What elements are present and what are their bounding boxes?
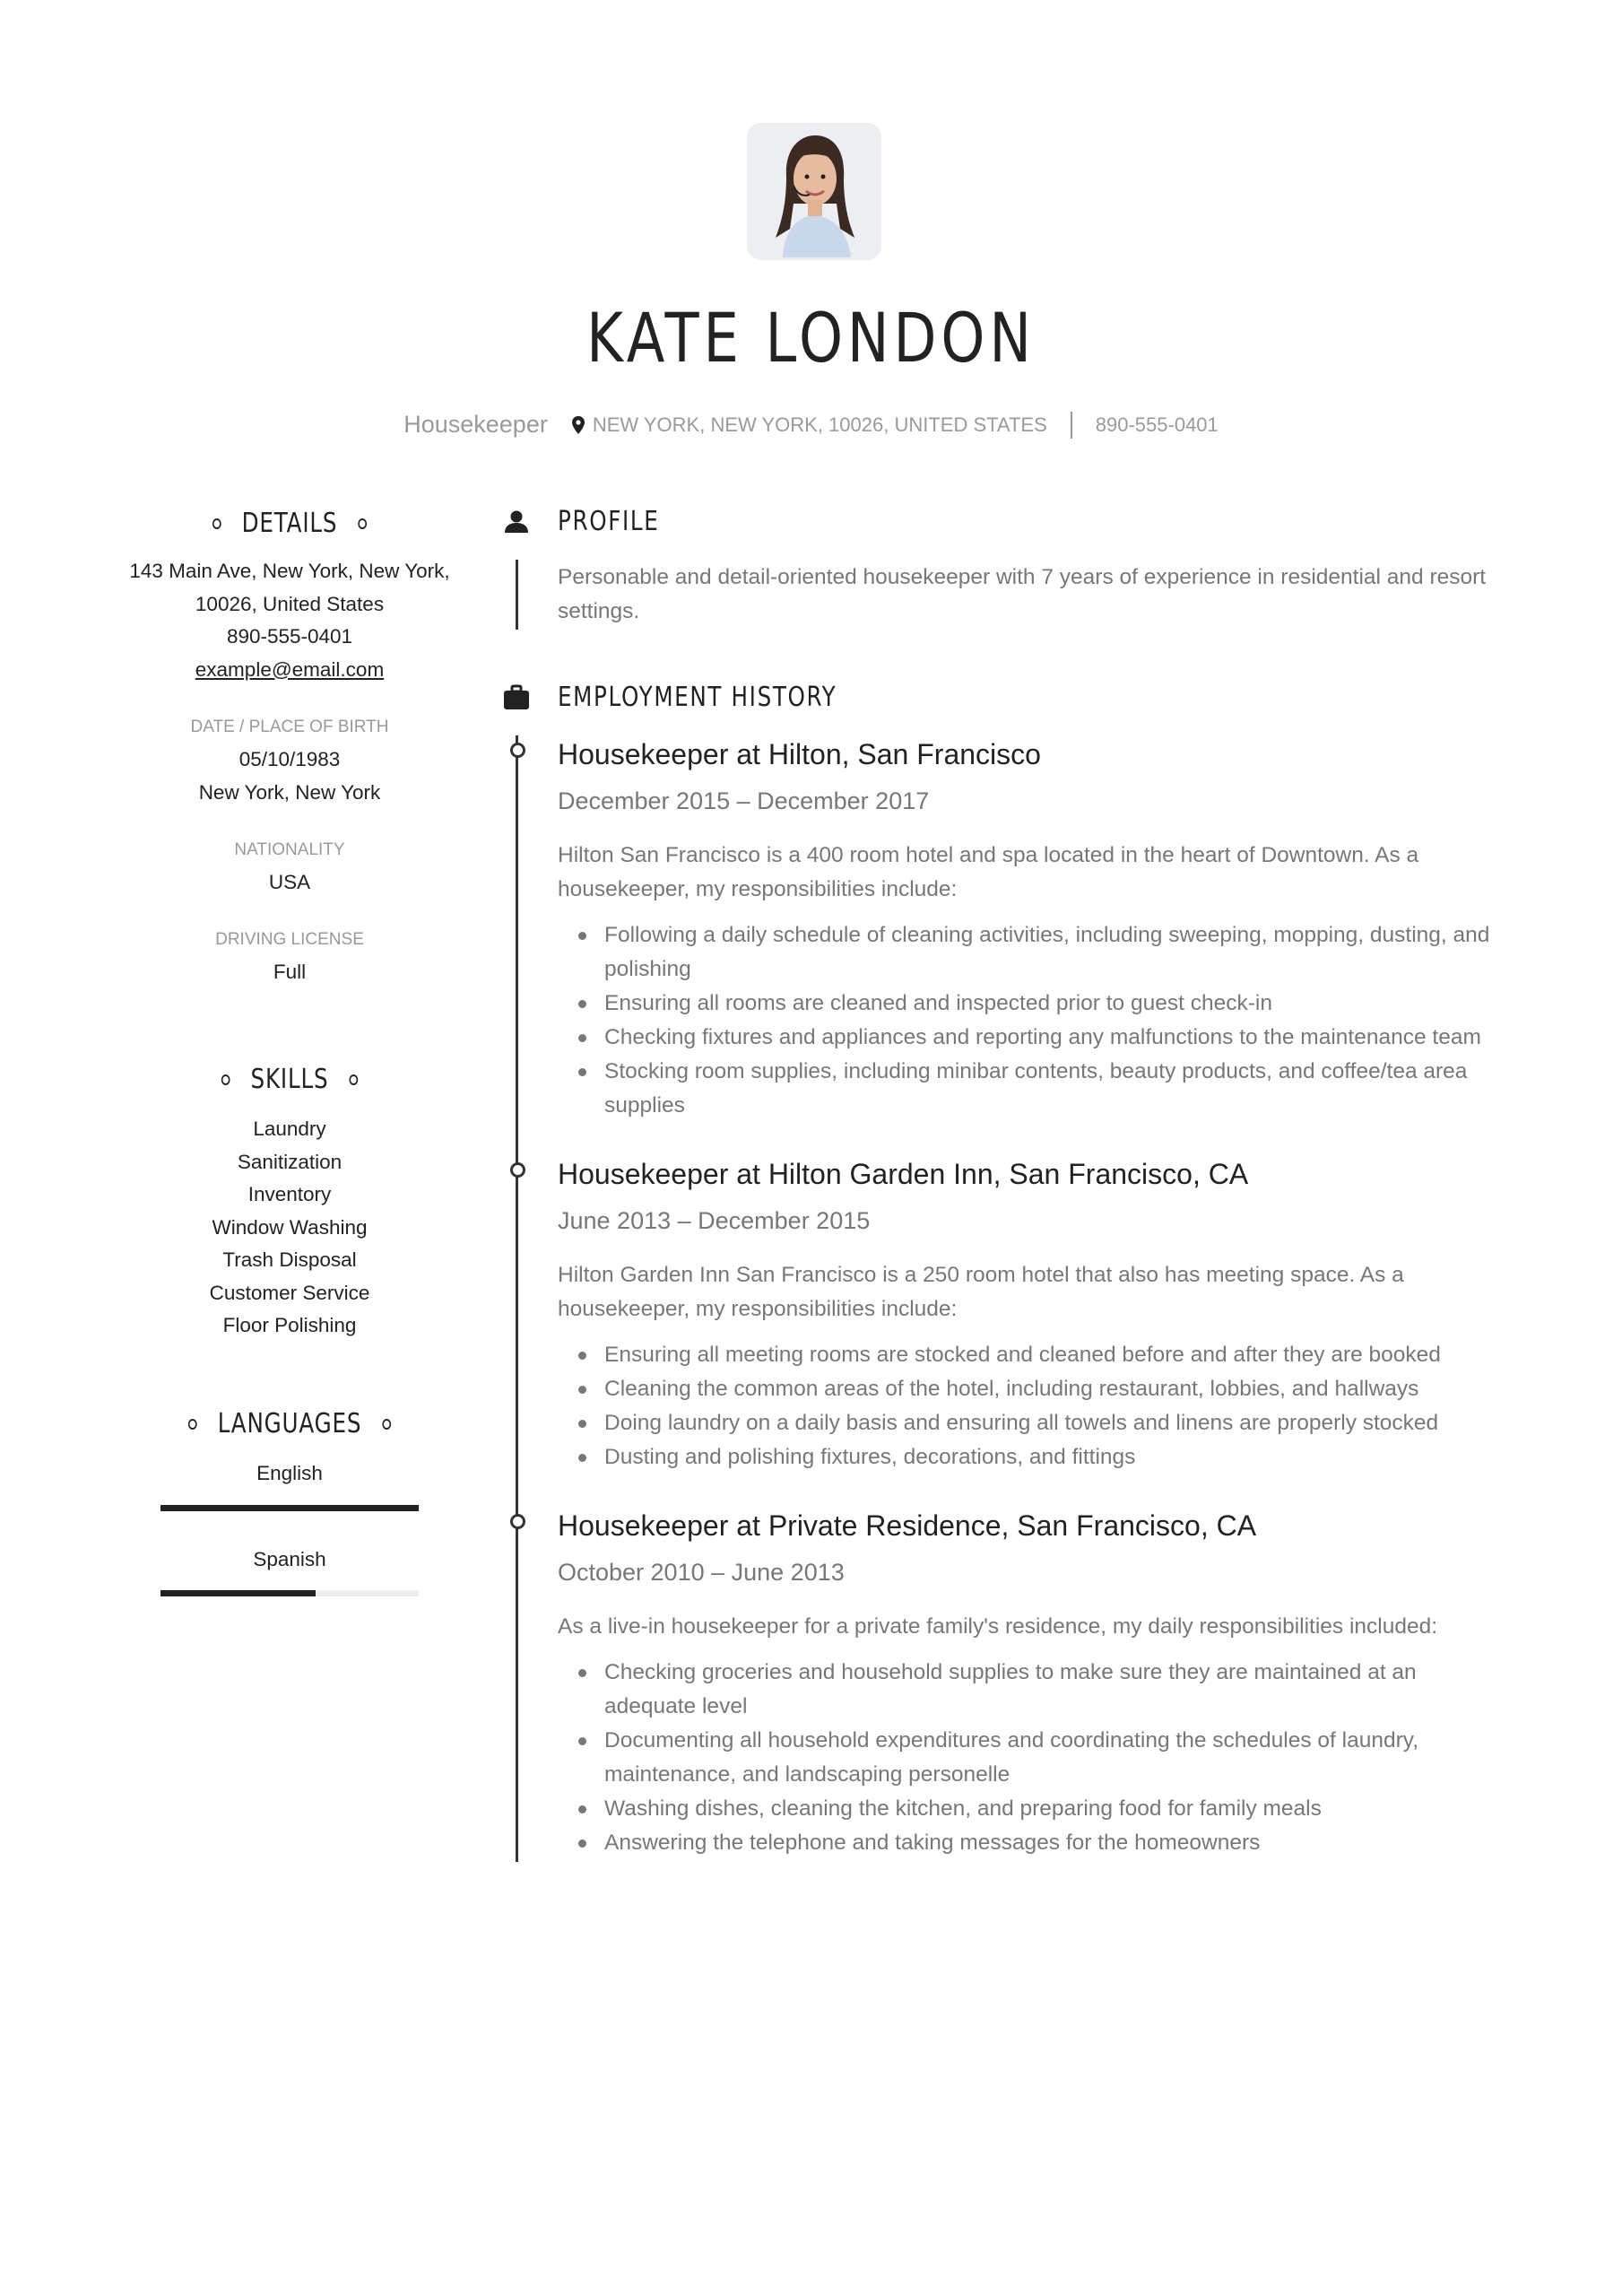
job-bullets-1 — [558, 918, 1508, 1123]
languages-heading-text: LANGUAGES — [217, 1408, 362, 1439]
birthplace-value: New York, New York — [198, 780, 381, 804]
ring-icon — [221, 1074, 230, 1085]
briefcase-icon — [502, 683, 531, 712]
profile-heading: PROFILE — [558, 506, 660, 537]
license-label: DRIVING LICENSE — [215, 929, 364, 949]
nationality-value: USA — [268, 871, 311, 893]
job-bullets-3 — [558, 1656, 1508, 1860]
email-link[interactable]: example@email.com — [195, 657, 385, 681]
person-icon — [502, 508, 531, 536]
language-level-bar — [160, 1590, 419, 1596]
list-item: Washing dishes, cleaning the kitchen, and preparing food for family meals — [558, 1792, 1508, 1826]
language-level-fill — [160, 1505, 419, 1511]
list-item: Answering the telephone and taking messages for the homeowners — [558, 1826, 1508, 1860]
portrait-image — [747, 123, 881, 260]
employment-timeline — [516, 735, 518, 1862]
job-dates-2: June 2013 – December 2015 — [558, 1207, 871, 1234]
job-title-3: Housekeeper at Private Residence, San Francisco, CA — [558, 1509, 1257, 1542]
header-subline — [0, 411, 1622, 439]
address-line-1: 143 Main Ave, New York, New York, — [129, 560, 450, 582]
skill-item: Customer Service — [209, 1281, 370, 1304]
skills-heading-text: SKILLS — [250, 1064, 329, 1095]
job-title-2: Housekeeper at Hilton Garden Inn, San Francisco, CA — [558, 1158, 1249, 1190]
list-item: Doing laundry on a daily basis and ensuring all towels and linens are properly stocked — [558, 1406, 1508, 1440]
employment-heading: EMPLOYMENT HISTORY — [558, 682, 837, 713]
details-section — [106, 508, 473, 988]
dob-value: 05/10/1983 — [239, 748, 341, 770]
header-location: NEW YORK, NEW YORK, 10026, UNITED STATES — [592, 413, 1047, 436]
language-name: English — [256, 1462, 323, 1484]
header-phone: 890-555-0401 — [1095, 413, 1219, 436]
ring-icon — [382, 1419, 391, 1430]
ring-icon — [358, 518, 367, 529]
languages-section — [106, 1408, 473, 1596]
dob-label: DATE / PLACE OF BIRTH — [190, 718, 389, 736]
list-item: Stocking room supplies, including minibar contents, beauty products, and coffee/tea area supplies — [558, 1055, 1508, 1123]
language-level-fill — [160, 1590, 316, 1596]
skill-item: Sanitization — [237, 1150, 343, 1173]
list-item: Cleaning the common areas of the hotel, including restaurant, lobbies, and hallways — [558, 1372, 1508, 1406]
details-heading-text: DETAILS — [241, 508, 338, 539]
profile-text: Personable and detail-oriented housekeeper with 7 years of experience in residential and resort settings. — [558, 565, 1487, 623]
list-item: Ensuring all rooms are cleaned and inspected prior to guest check-in — [558, 987, 1508, 1021]
job-dates-3: October 2010 – June 2013 — [558, 1559, 845, 1586]
timeline-node — [510, 1514, 525, 1529]
profile-photo — [747, 123, 881, 260]
list-item: Following a daily schedule of cleaning activities, including sweeping, mopping, dusting, and polishing — [558, 918, 1508, 987]
list-item: Checking groceries and household supplies to make sure they are maintained at an adequate level — [558, 1656, 1508, 1724]
details-phone: 890-555-0401 — [226, 625, 353, 648]
profile-divider-line — [516, 560, 518, 630]
language-name: Spanish — [253, 1547, 326, 1570]
ring-icon — [188, 1419, 197, 1430]
job-summary-3: As a live-in housekeeper for a private family's residence, my daily responsibilities included: — [558, 1614, 1438, 1639]
skill-item: Trash Disposal — [222, 1248, 357, 1271]
ring-icon — [213, 518, 221, 529]
ring-icon — [349, 1074, 358, 1085]
job-summary-2: Hilton Garden Inn San Francisco is a 250 room hotel that also has meeting space. As a housekeeper, my responsibilities include: — [558, 1263, 1404, 1321]
skills-heading — [139, 1064, 440, 1095]
job-title: Housekeeper — [403, 411, 548, 438]
list-item: Dusting and polishing fixtures, decorations, and fittings — [558, 1440, 1508, 1474]
license-value: Full — [273, 960, 307, 983]
header-divider — [1071, 412, 1072, 439]
language-level-bar — [160, 1505, 419, 1511]
details-heading — [139, 508, 440, 539]
skill-item: Window Washing — [212, 1215, 368, 1239]
job-dates-1: December 2015 – December 2017 — [558, 787, 930, 814]
location-pin-icon — [571, 415, 585, 435]
candidate-name: KATE LONDON — [586, 298, 1036, 378]
list-item: Ensuring all meeting rooms are stocked and cleaned before and after they are booked — [558, 1338, 1508, 1372]
timeline-node — [510, 743, 525, 758]
address-line-2: 10026, United States — [195, 592, 385, 615]
nationality-label: NATIONALITY — [234, 840, 345, 859]
skills-section — [106, 1064, 473, 1343]
job-summary-1: Hilton San Francisco is a 400 room hotel and spa located in the heart of Downtown. As a housekeeper, my responsibilities include: — [558, 843, 1419, 901]
skill-item: Floor Polishing — [222, 1314, 357, 1336]
languages-heading — [139, 1408, 440, 1439]
skill-item: Laundry — [253, 1118, 326, 1140]
skill-item: Inventory — [247, 1183, 332, 1205]
list-item: Checking fixtures and appliances and reporting any malfunctions to the maintenance team — [558, 1021, 1508, 1055]
job-bullets-2 — [558, 1338, 1508, 1474]
job-title-1: Housekeeper at Hilton, San Francisco — [558, 738, 1041, 770]
timeline-node — [510, 1162, 525, 1178]
list-item: Documenting all household expenditures and coordinating the schedules of laundry, maintenance, and landscaping personelle — [558, 1724, 1508, 1792]
